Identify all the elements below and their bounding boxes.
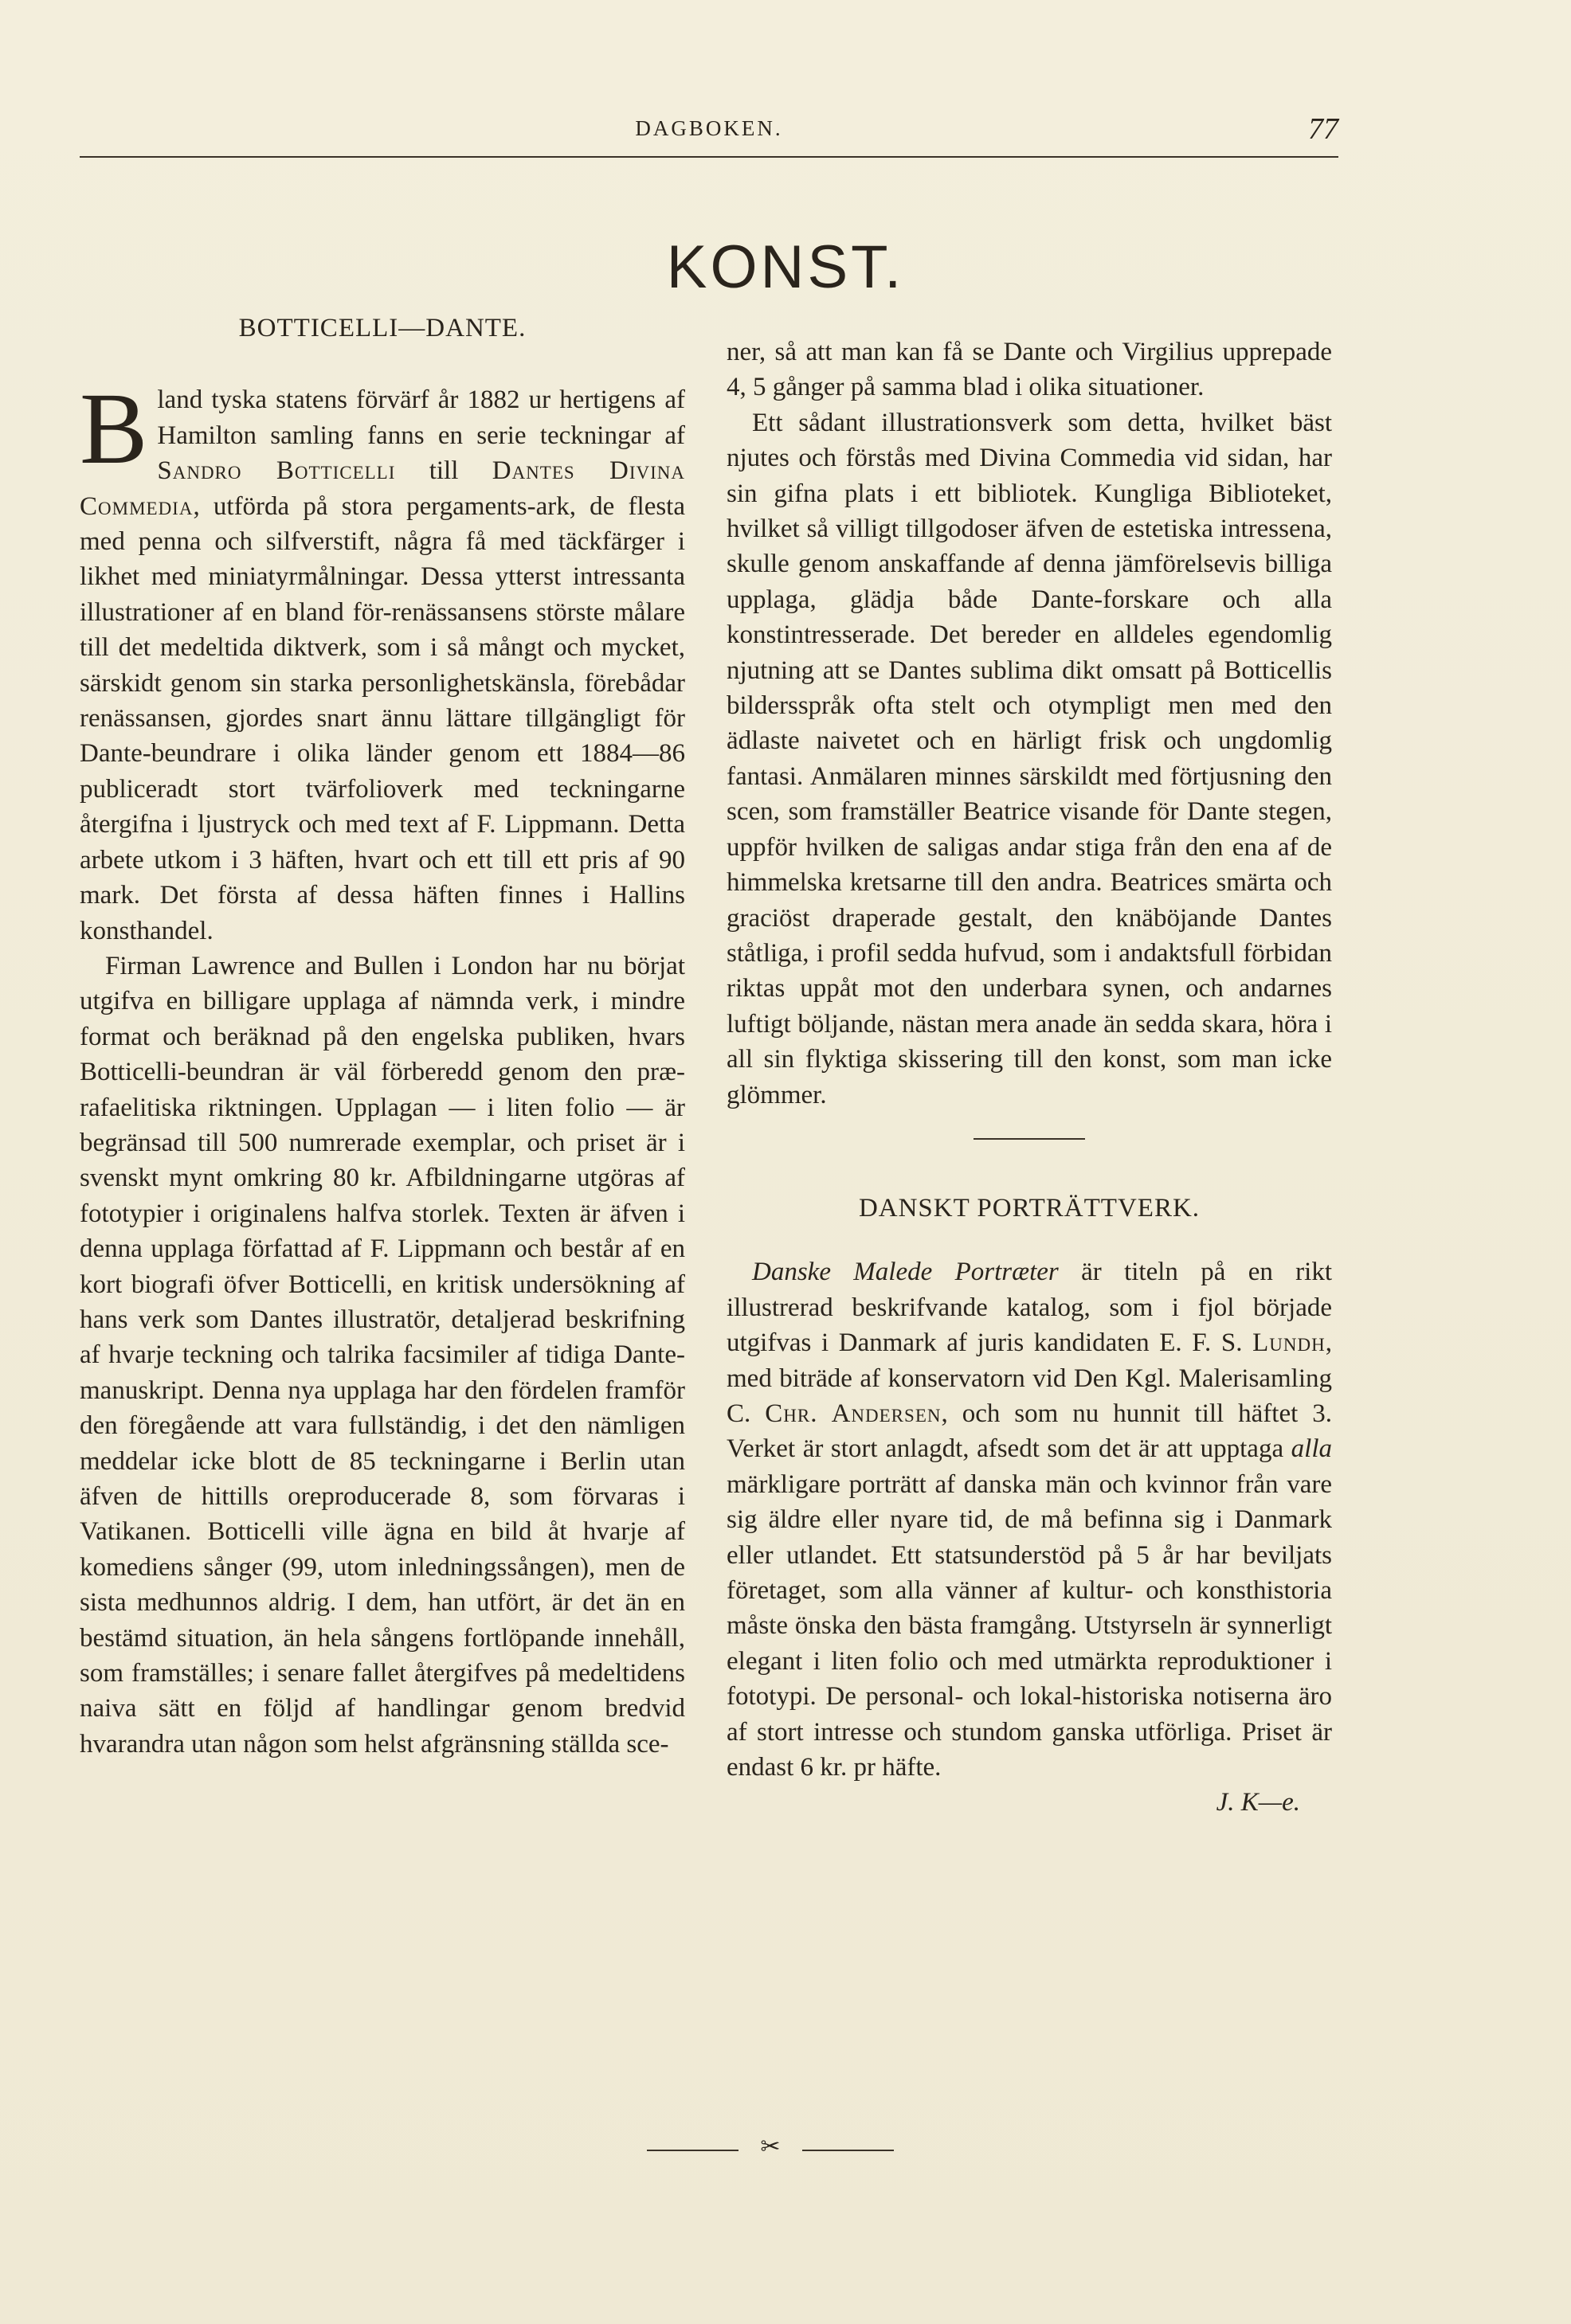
person-name: Chr. Andersen <box>765 1399 942 1428</box>
text-run: märkligare porträtt af danska män och kvinnor från vare sig äldre eller nyare tid, de må befinna sig i Danmark eller utlandet. Ett statsunderstöd på 5 år har beviljats företaget, som alla vänner af kultur- och konsthistoria måste önska den bästa framgång. Utstyrseln är synnerligt elegant i liten folio och med utmärkta reproduktioner i fototypi. De personal- och lokal-historiska notiserna äro af stort intresse och stundom ganska utförliga. Priset är endast 6 kr. pr häfte. <box>727 1469 1332 1782</box>
right-column <box>727 335 1332 1821</box>
book-title: Danske Malede Portræter <box>752 1258 1059 1287</box>
running-title: DAGBOKEN. <box>635 116 783 140</box>
emphasis: alla <box>1291 1434 1332 1464</box>
text-run: , med biträde af konservatorn vid Den Kgl. Malerisamling C. <box>727 1328 1332 1428</box>
page-number: 77 <box>1308 112 1338 146</box>
ornament-line-right <box>802 2150 894 2151</box>
ornament-line-left <box>647 2150 738 2151</box>
artist-name: Sandro Botticelli <box>157 456 396 486</box>
scissors-icon: ✂ <box>760 2134 781 2160</box>
article1-paragraph-3: Ett sådant illustrationsverk som detta, hvilket bäst njutes och förstås med Divina Commedia vid sidan, har sin gifna plats i ett bibliotek. Kungliga Biblioteket, hvilket så villigt tillgodoser äfven de estetiska intressena, skulle genom anskaffande af denna jämförelsevis billiga upplaga, glädja både Dante-forskare och alla konstintresserade. Det bereder en alldeles egendomlig njutning att se Dantes sublima dikt omsatt på Botticellis bildersspråk ofta stelt och otympligt men med den ädlaste naivetet och en härligt frisk och ungdomlig fantasi. Anmälaren minnes särskildt med förtjusning den scen, som framställer Beatrice visande för Dante stegen, uppför hvilken de saligas andar stiga från den ena af de himmelska kretsarne till den andra. Beatrices smärta och graciöst draperade gestalt, den knäböjande Dantes ståtliga, i profil sedda hufvud, som i andaktsfull förbidan riktas uppåt mot den underbara synen, och andarnes luftigt böljande, nästan mera anade än sedda skara, höra i all sin flyktiga skissering till den konst, som man icke glömmer. <box>727 408 1332 1109</box>
text-run: , utförda på stora pergaments-ark, de flesta med penna och silfverstift, några få med täckfärger i likhet med miniatyrmålningar. Dessa ytterst intressanta illustrationer af en bland för-renässansens störste målare till det medeltida diktverk, som i så mångt och mycket, särskidt genom sin starka personlighetskänsla, förebådar renässansen, gjordes snart ännu lättare tillgängligt för Dante-beundrare i olika länder genom ett 1884—86 publiceradt stort tvärfolioverk med teckningarne återgifna i ljustryck och med text af F. Lippmann. Detta arbete utkom i 3 häften, hvart och ett till ett pris af 90 mark. Det första af dessa häften finnes i Hallins konsthandel. <box>80 491 685 945</box>
header-rule <box>80 156 1338 158</box>
person-name: Lundh <box>1252 1328 1326 1358</box>
article2-paragraph-1 <box>727 1254 1332 1785</box>
text-run: land tyska statens förvärf år 1882 ur hertigens af Hamilton samling fanns en serie teckningar af <box>157 385 685 450</box>
drop-cap: B <box>80 372 148 486</box>
end-ornament <box>647 2134 894 2162</box>
article-title-botticelli: BOTTICELLI—DANTE. <box>238 314 527 342</box>
signature: J. K—e. <box>1216 1788 1300 1817</box>
section-title: KONST. <box>666 233 905 301</box>
text-run: är titeln på en rikt illustrerad beskrifvande katalog, som i fjol började utgifvas i Danmark af juris kandidaten E. F. S. <box>727 1258 1332 1358</box>
article1-paragraph-2: Firman Lawrence and Bullen i London har nu börjat utgifva en billigare upplaga af nämnda verk, i mindre format och beräknad på den engelska publiken, hvars Botticelli-beundran är väl förberedd genom den præ-rafaelitiska riktningen. Upplagan — i liten folio — är begränsad till 500 numrerade exemplar, och priset är i svenskt mynt omkring 80 kr. Afbildningarne utgöras af fototypier i originalens halfva storlek. Texten är äfven i denna upplaga författad af F. Lippmann och består af en kort biografi öfver Botticelli, en kritisk undersökning af hans verk som Dantes illustratör, detaljerad beskrifning af hvarje teckning och talrika facsimiler af tidiga Dante-manuskript. Denna nya upplaga har den fördelen framför den föregående att vara fullständig, i det den nämligen meddelar icke blott de 85 teckningarne i Berlin utan äfven de hittills oreproducerade 8, som förvaras i Vatikanen. Botticelli ville ägna en bild åt hvarje af komediens sånger (99, utom inledningssången), men de sista medhunnos aldrig. I dem, han utfört, är det än en bestämd situation, än hela sångens fortlöpande innehåll, som framställes; i senare fallet återgifves på medeltidens naiva sätt en följd af handlingar genom bredvid hvarandra utan någon som helst afgränsning ställda sce- <box>80 951 685 1759</box>
text-run: , och som nu hunnit till häftet 3. Verket är stort anlagdt, afsedt som det är att upptaga <box>727 1399 1332 1464</box>
left-column <box>80 311 685 1762</box>
work-title: Dantes Divina Commedia <box>80 456 685 521</box>
article1-paragraph-1 <box>80 372 685 949</box>
article1-paragraph-2-continued: ner, så att man kan få se Dante och Virgilius upprepade 4, 5 gånger på samma blad i olika situationer. <box>727 338 1332 402</box>
article-title-portratt: DANSKT PORTRÄTTVERK. <box>858 1193 1201 1223</box>
separator-rule <box>974 1138 1085 1140</box>
text-run: till <box>395 456 492 486</box>
running-header <box>80 112 1338 159</box>
